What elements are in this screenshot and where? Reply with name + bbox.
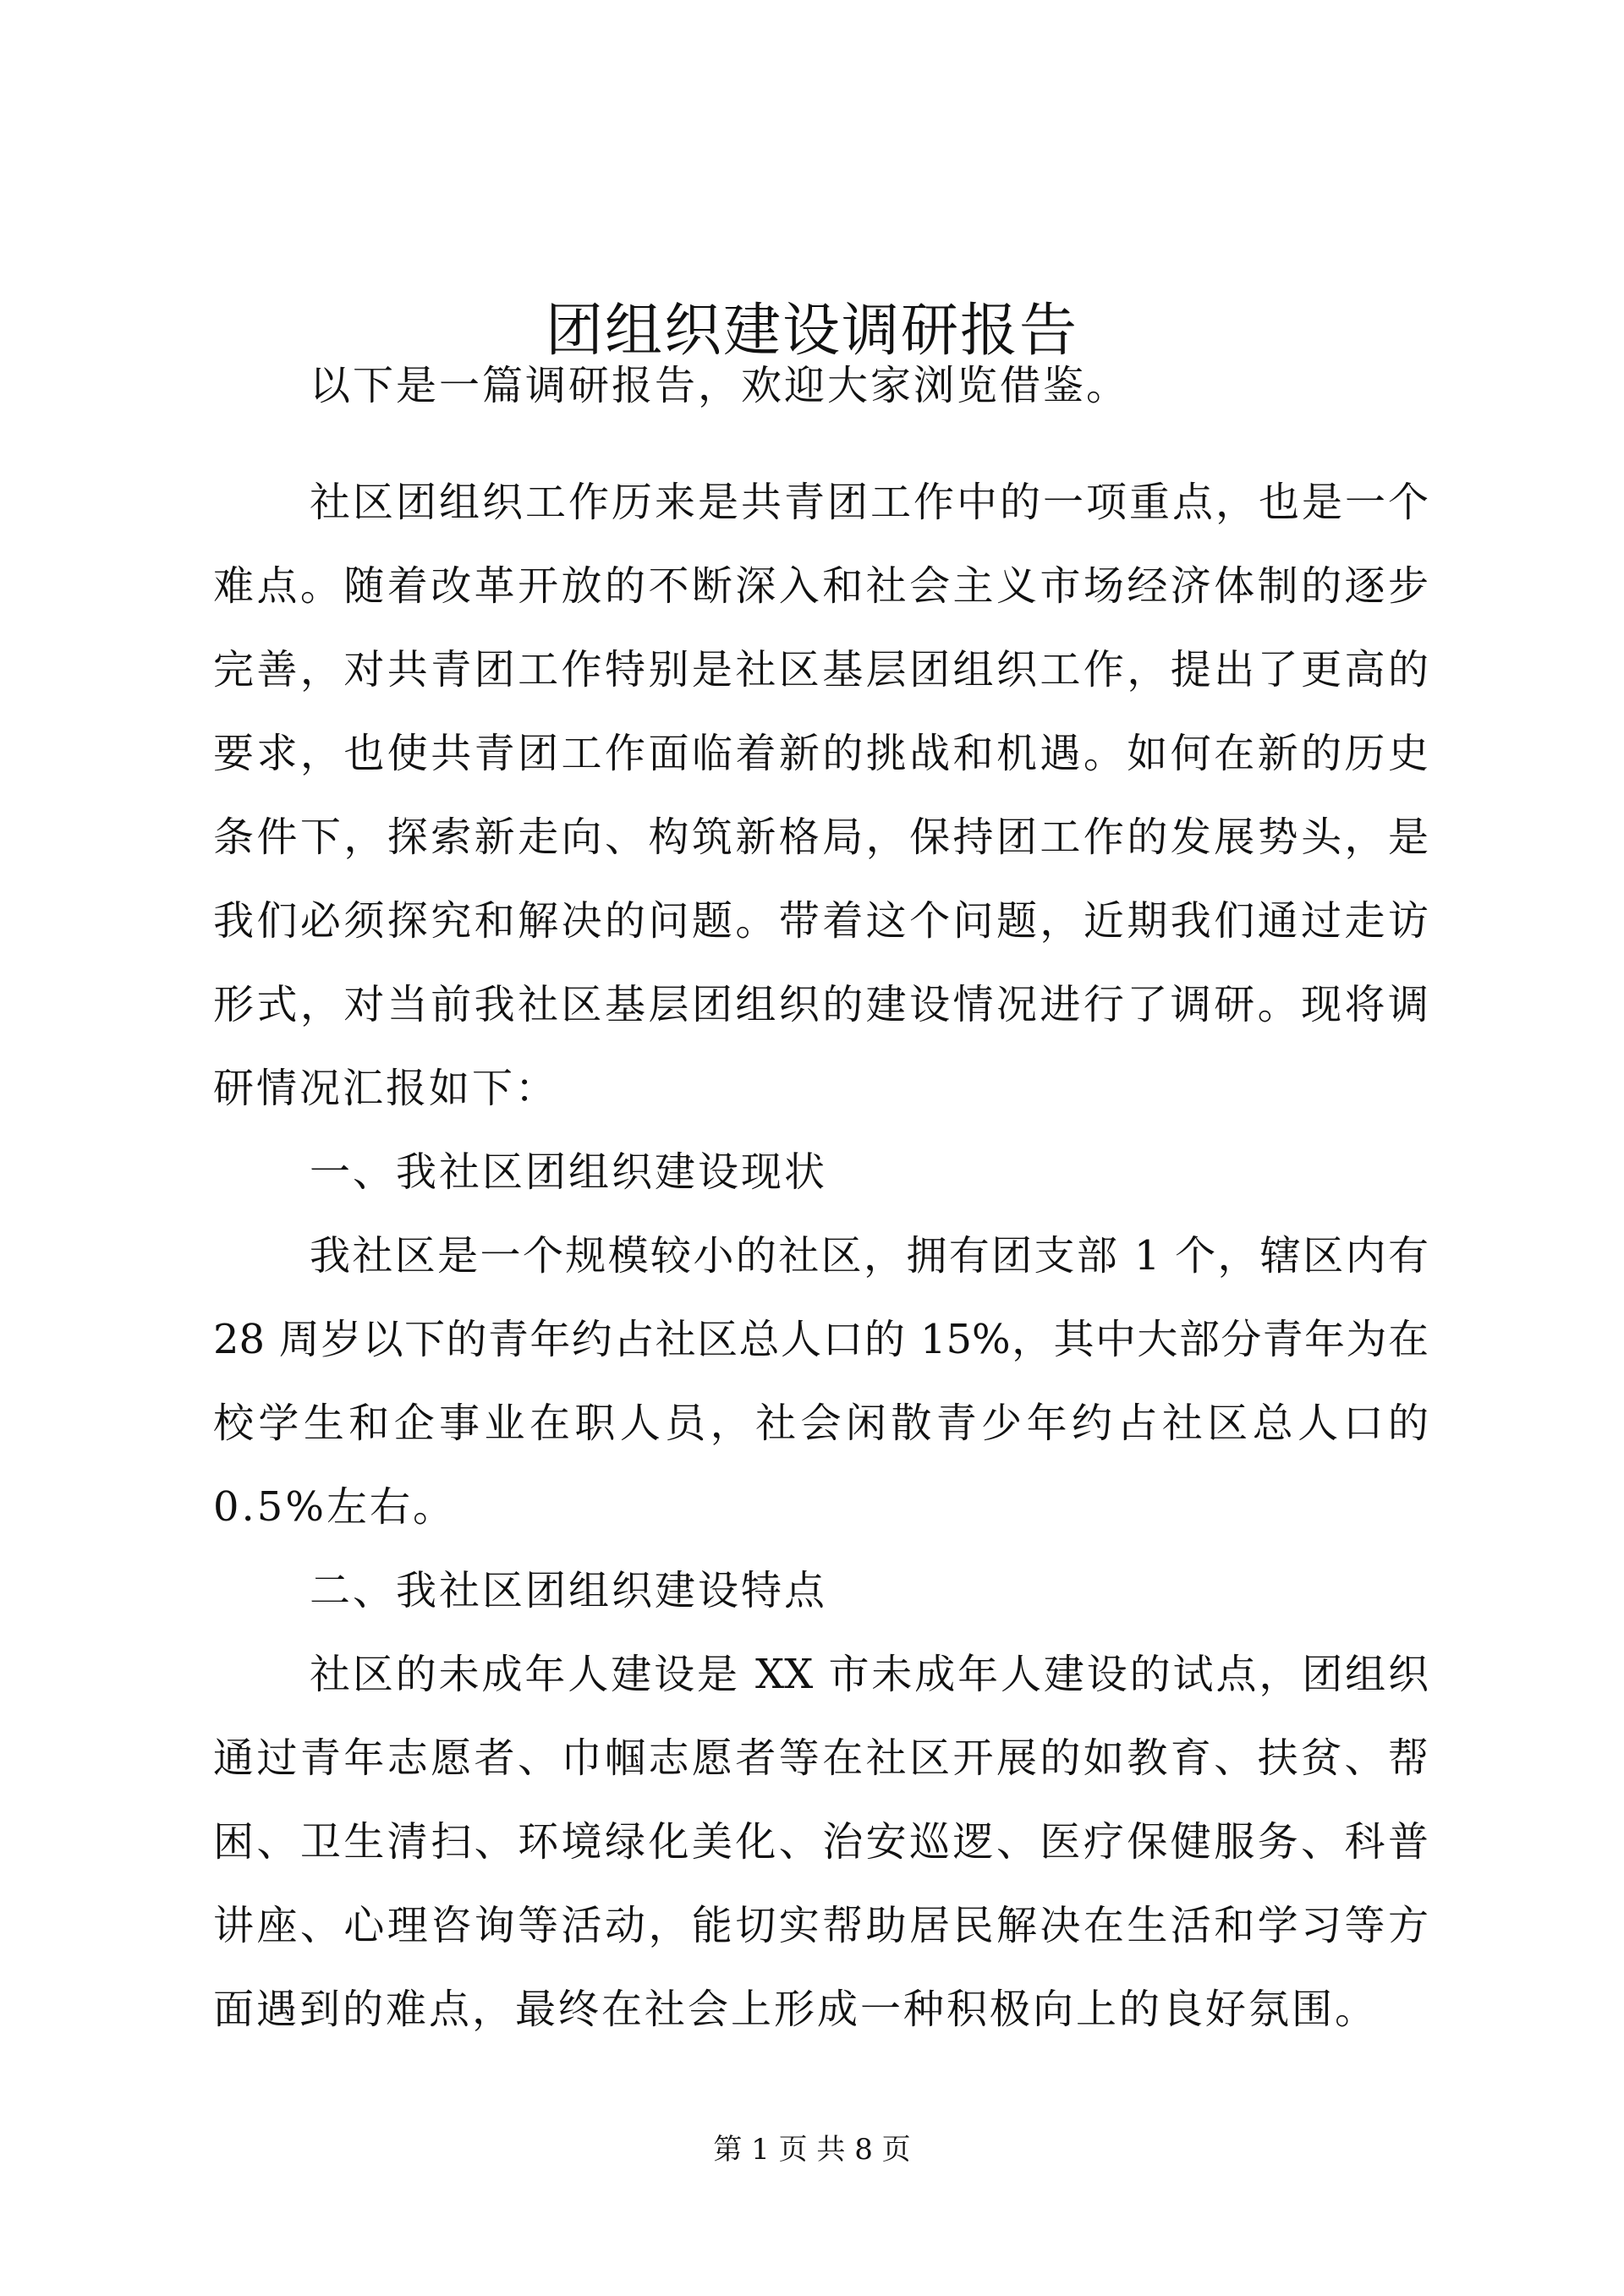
paragraph-line: 二、我社区团组织建设特点 xyxy=(310,1567,828,1614)
paragraph-line: 要求，也使共青团工作面临着新的挑战和机遇。如何在新的历史 xyxy=(213,730,1429,777)
paragraph-line: 困、卫生清扫、环境绿化美化、治安巡逻、医疗保健服务、科普 xyxy=(213,1818,1429,1866)
paragraph xyxy=(213,1131,1429,1214)
paragraph-line: 我们必须探究和解决的问题。带着这个问题，近期我们通过走访 xyxy=(213,897,1429,945)
document-title: 团组织建设调研报告 xyxy=(545,298,1078,364)
paragraph-line: 通过青年志愿者、巾帼志愿者等在社区开展的如教育、扶贫、帮 xyxy=(213,1734,1429,1782)
paragraph-line: 完善，对共青团工作特别是社区基层团组织工作，提出了更高的 xyxy=(213,646,1429,693)
paragraph-line: 面遇到的难点，最终在社会上形成一种积极向上的良好氛围。 xyxy=(213,1986,1379,2033)
paragraph xyxy=(213,461,1429,1131)
paragraph-line: 校学生和企事业在职人员，社会闲散青少年约占社区总人口的 xyxy=(213,1400,1429,1447)
paragraph xyxy=(213,1633,1429,2052)
paragraph-line: 28 周岁以下的青年约占社区总人口的 15%，其中大部分青年为在 xyxy=(213,1316,1429,1363)
paragraph-line: 条件下，探索新走向、构筑新格局，保持团工作的发展势头，是 xyxy=(213,814,1429,861)
page-indicator: 第 1 页 共 8 页 xyxy=(713,2133,911,2167)
paragraph-line: 一、我社区团组织建设现状 xyxy=(310,1148,828,1196)
paragraph-line: 0.5%左右。 xyxy=(213,1483,456,1531)
paragraph-line: 社区团组织工作历来是共青团工作中的一项重点，也是一个 xyxy=(310,479,1429,526)
document-body xyxy=(213,461,1429,2052)
paragraph-line: 形式，对当前我社区基层团组织的建设情况进行了调研。现将调 xyxy=(213,981,1429,1028)
paragraph-line: 我社区是一个规模较小的社区，拥有团支部 1 个，辖区内有 xyxy=(310,1232,1429,1280)
paragraph-line: 社区的未成年人建设是 XX 市未成年人建设的试点，团组织 xyxy=(310,1651,1429,1698)
intro-line: 以下是一篇调研报告，欢迎大家浏览借鉴。 xyxy=(310,362,1130,409)
intro-paragraph xyxy=(213,344,1429,428)
paragraph-line: 讲座、心理咨询等活动，能切实帮助居民解决在生活和学习等方 xyxy=(213,1902,1429,1949)
paragraph xyxy=(213,1549,1429,1633)
paragraph xyxy=(213,1214,1429,1549)
paragraph-line: 研情况汇报如下： xyxy=(213,1065,559,1112)
paragraph-line: 难点。随着改革开放的不断深入和社会主义市场经济体制的逐步 xyxy=(213,562,1429,610)
